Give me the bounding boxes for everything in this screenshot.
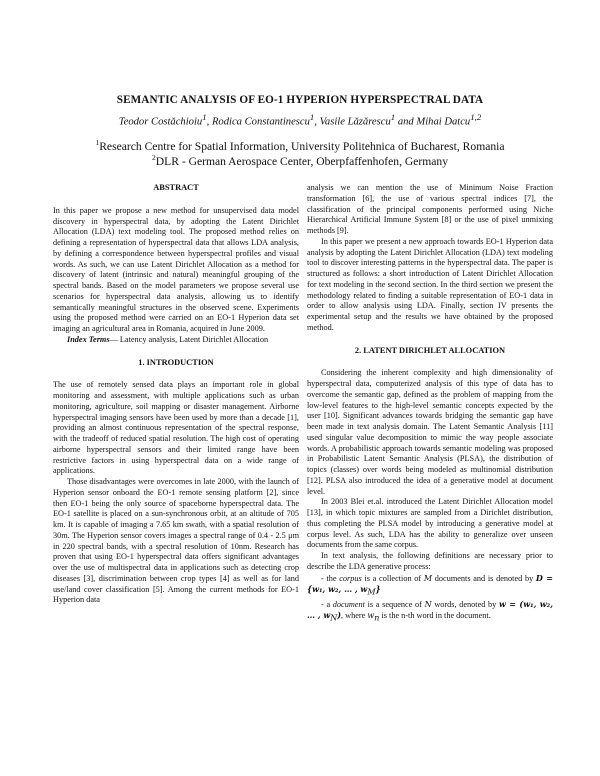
def-text: - a — [321, 599, 333, 609]
intro-paragraph-1: The use of remotely sensed data plays an important role in global monitoring and assessment, with multiple applications such as urban monitoring, agriculture, soil mapping or disaster management. Airborne hyperspectral imaging sensors have been used by more than a decade [1], providing an almost continuous representation of the spectral response, with the tradeoff of reduced spatial resolution. The high cost of operating airborne hyperspectral sensors and their limited range have been restrictive factors in using hyperspectral data on a wide range of applications. — [53, 380, 299, 476]
paper-title: SEMANTIC ANALYSIS OF EO-1 HYPERION HYPERSPECTRAL DATA — [116, 94, 484, 106]
lda-paragraph-3: In text analysis, the following definitions are necessary prior to describe the LDA generative process: — [307, 551, 553, 571]
def-text: is a sequence of — [364, 599, 425, 609]
author-separator: , — [314, 116, 320, 128]
math-symbol: N — [424, 599, 432, 609]
intro-paragraph-4: In this paper we present a new approach towards EO-1 Hyperion data analysis by adopting the Latent Dirichlet Allocation (LDA) text modeling tool to discover interesting patterns in the hyperspectral data. The paper is structured as follows: a short introduction of Latent Dirichlet Allocation for text modeling in the second section. In the third section we present the methodology related to finding a suitable representation of EO-1 data in order to allow analysis using LDA. Finally, section IV presents the experimental setup and the results we have obtained by the proposed method. — [307, 236, 553, 332]
author-list — [0, 112, 600, 128]
def-text: , where — [341, 611, 368, 621]
def-text: - the — [321, 573, 340, 583]
math-symbol: M — [423, 573, 433, 583]
def-text: words, denoted by — [431, 599, 499, 609]
affiliation-number: 2 — [151, 153, 156, 163]
def-text: is the n-th word in the document. — [379, 611, 491, 621]
math-subscript: M — [367, 587, 376, 597]
index-terms-text: Latency analysis, Latent Dirichlet Allocation — [119, 334, 269, 344]
left-column — [53, 183, 299, 606]
abstract-heading: ABSTRACT — [153, 183, 199, 192]
intro-paragraph-2: Those disadvantages were overcomes in late 2000, with the launch of Hyperion sensor onboard the EO-1 remote sensing platform [2], since then EO-1 being the only source of spaceborne hyperspectral data. The EO-1 satellite is placed on a sun-synchronous orbit, at an altitude of 705 km. It is capable of imaging a 7.65 km swath, with a spatial resolution of 30m. The Hyperion sensor covers images a spectral range of 0.4 - 2.5 μm in 220 spectral bands, with a spectral resolution of 10nm. Research has proven that using EO-1 hyperspectral data offers significant advantages over the use of multispectral data in applications such as detecting crop diseases [3], discrimination between crop types [4] as well as for land use/land cover classification [5]. Among the current methods for EO-1 Hyperion data — [53, 477, 299, 605]
lda-paragraph-2: In 2003 Blei et.al. introduced the Latent Dirichlet Allocation model [13], in which topic mixtures are sampled from a Dirichlet distribution, thus completing the PLSA model by introducing a generative model at corpus level. As such, LDA has the ability to generalize over unseen documents from the same corpus. — [307, 497, 553, 550]
author-separator: , — [206, 116, 212, 128]
definition-document — [307, 599, 553, 625]
author-name: Vasile Lăzărescu — [319, 116, 391, 128]
math-formula: D = {w₁, w₂, … , w — [307, 572, 554, 595]
author-affiliation-mark: 1 — [202, 112, 207, 122]
index-terms — [53, 335, 299, 346]
index-terms-label: Index Terms — [67, 334, 110, 344]
math-formula: ) — [337, 610, 342, 621]
math-subscript: n — [374, 614, 380, 624]
math-symbol: w — [367, 611, 375, 621]
author-name: Rodica Constantinescu — [211, 116, 310, 128]
right-column — [307, 183, 553, 625]
lda-paragraph-1: Considering the inherent complexity and high dimensionality of hyperspectral data, computerized analysis of this type of data has to overcome the semantic gap, defined as the problem of mapping from the low-level features to the high-level semantic concepts expected by the user [10]. Significant advances towards bridging the semantic gap have been made in text analysis domain. The Latent Semantic Analysis [11] used singular value decomposition to mimic the way people associate words. A probabilistic approach towards semantic modeling was proposed in Probabilistic Latent Semantic Analysis (PLSA), the distribution of topics (classes) over words being modeled as multinomial distribution [12]. PLSA also introduced the idea of a generative model at document level. — [307, 368, 553, 496]
author-name: Mihai Datcu — [416, 116, 471, 128]
index-terms-dash: — — [109, 334, 120, 344]
abstract-text: In this paper we propose a new method for unsupervised data model discovery in hyperspectral data, by adopting the Latent Dirichlet Allocation (LDA) text modeling tool. The proposed method relies on defining a representation of hyperspectral data that allows LDA analysis, by defining a correspondence between hyperspectral profiles and visual words. As such, we can use Latent Dirichlet Allocation as a method for discovery of latent (intrinsic and natural) meaningful grouping of the spectral bands. Based on the model parameters we propose several use scenarios for hyperspectral data analysis, allowing us to identify semantically meaningful structures in the observed scene. Experiments using the proposed method were carried on an EO-1 Hyperion data set imaging an agricultural area in Romania, acquired in June 2009. — [53, 205, 299, 333]
lda-heading: 2. LATENT DIRICHLET ALLOCATION — [354, 345, 506, 355]
affiliation-text: Research Centre for Spatial Information, University Politehnica of Bucharest, Romania — [99, 140, 505, 153]
def-term: corpus — [339, 573, 362, 583]
affiliation-2 — [0, 155, 600, 168]
math-formula: w = (w₁, w₂, … , w — [307, 598, 553, 621]
math-subscript: N — [330, 614, 338, 624]
math-formula: } — [375, 584, 381, 595]
def-text: documents and is denoted by — [432, 573, 536, 583]
author-separator: and — [395, 116, 417, 128]
author-name: Teodor Costăchioiu — [118, 116, 203, 128]
affiliation-text: DLR - German Aerospace Center, Oberpfaffenhofen, Germany — [155, 155, 449, 168]
def-text: is a collection of — [361, 573, 424, 583]
def-term: document — [332, 599, 365, 609]
affiliation-number: 1 — [95, 138, 100, 148]
author-affiliation-mark: 1 — [309, 112, 315, 122]
intro-paragraph-3: analysis we can mention the use of Minimum Noise Fraction transformation [6], the use of various spectral indices [7], the classification of the principal components performed using Niche Hierarchical Artificial Immune System [8] or the use of pixel unmixing methods [9]. — [307, 183, 553, 235]
author-affiliation-mark: 1 — [390, 112, 396, 122]
introduction-heading: 1. INTRODUCTION — [138, 357, 214, 367]
affiliation-1 — [0, 140, 600, 153]
author-affiliation-mark: 1,2 — [470, 112, 482, 122]
definition-corpus — [307, 573, 553, 599]
